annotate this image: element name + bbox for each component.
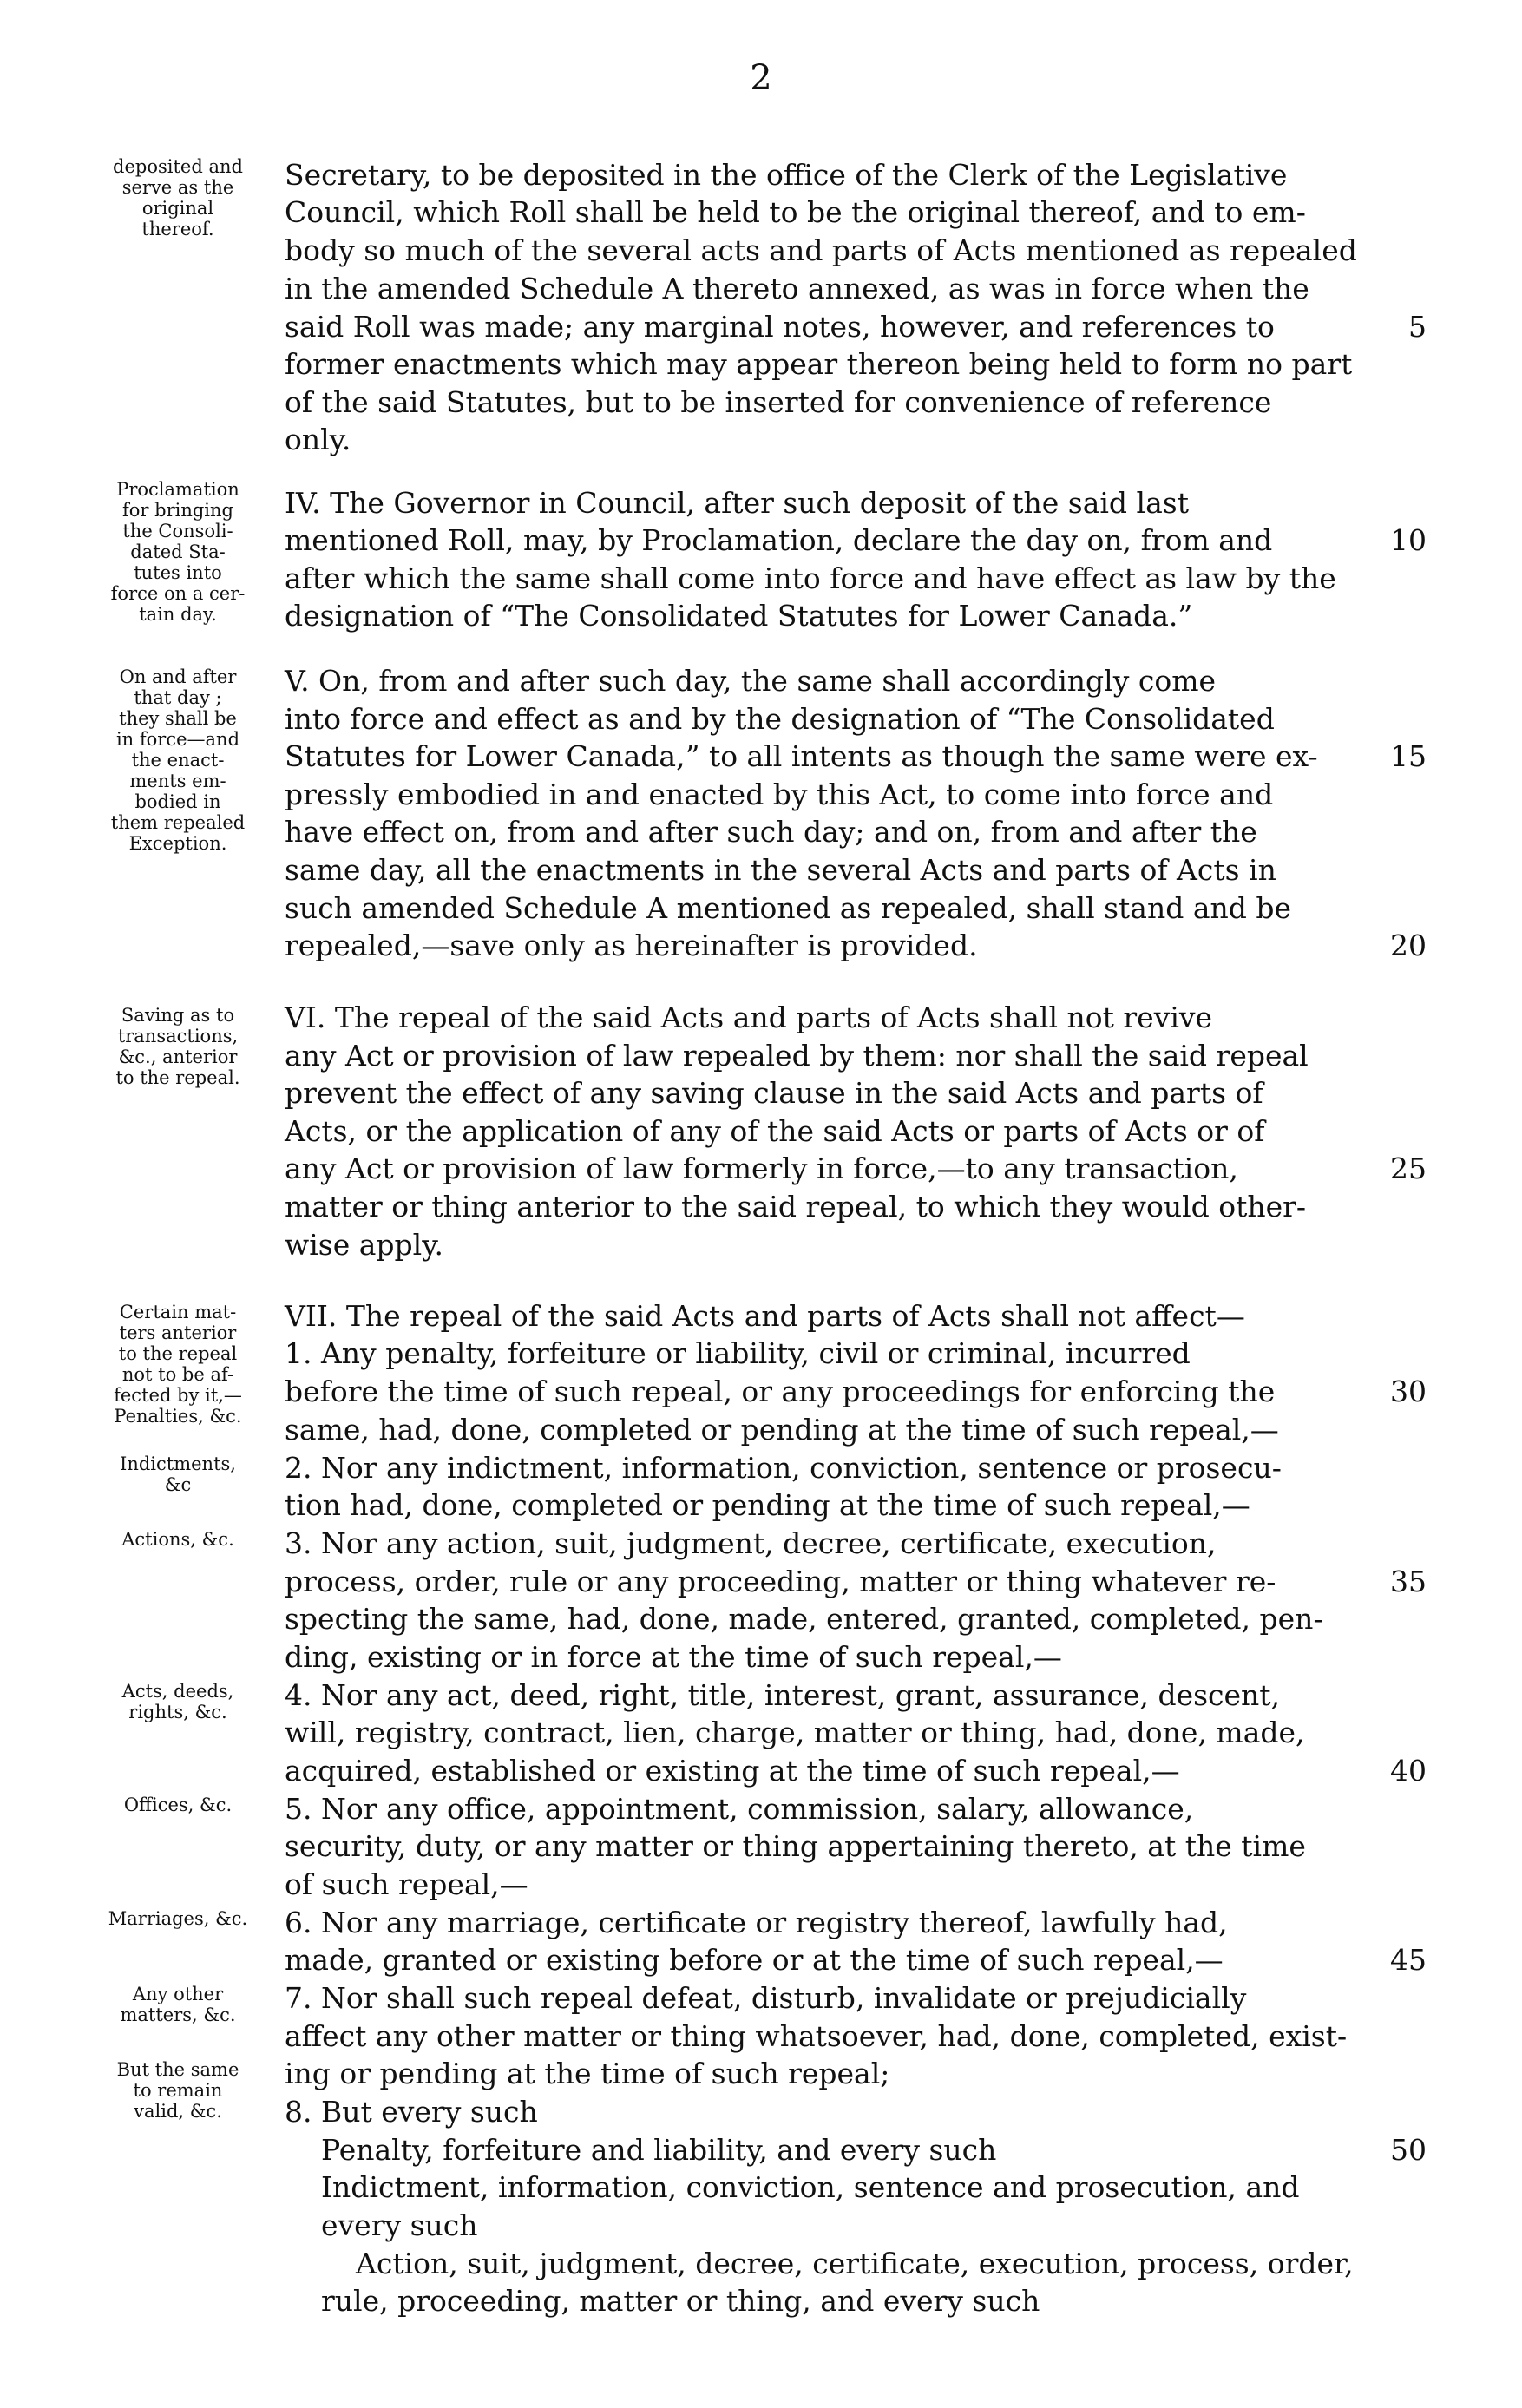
body-line: 7. Nor shall such repeal defeat, disturb, invalidate or prejudicially: [285, 1981, 1247, 2015]
margin-note-line: Indictments,: [120, 1453, 236, 1474]
line-number: 30: [1390, 1375, 1427, 1408]
margin-note: [78, 666, 278, 854]
body-line: of such repeal,—: [285, 1867, 528, 1901]
margin-note-line: that day ;: [134, 687, 222, 708]
margin-note-line: they shall be: [119, 708, 237, 729]
body-line: Action, suit, judgment, decree, certificate, execution, process, order,: [356, 2247, 1354, 2280]
body-line: same, had, done, completed or pending at the time of such repeal,—: [285, 1413, 1279, 1447]
margin-note-line: transactions,: [117, 1026, 239, 1047]
body-line: same day, all the enactments in the several Acts and parts of Acts in: [285, 853, 1276, 887]
margin-note: [78, 479, 278, 625]
margin-note-line: to the repeal: [118, 1343, 238, 1364]
margin-note-line: Penalties, &c.: [114, 1406, 242, 1427]
margin-note-line: thereof.: [141, 219, 214, 239]
margin-note-line: deposited and: [113, 156, 243, 177]
margin-note-line: &c., anterior: [118, 1047, 238, 1067]
body-line: before the time of such repeal, or any proceedings for enforcing the: [285, 1375, 1276, 1408]
body-line: Indictment, information, conviction, sentence and prosecution, and: [321, 2170, 1300, 2204]
body-line: prevent the effect of any saving clause in the said Acts and parts of: [285, 1076, 1263, 1110]
body-line: 5. Nor any office, appointment, commission, salary, allowance,: [285, 1792, 1194, 1826]
line-number: 20: [1390, 928, 1427, 962]
margin-note-line: to the repeal.: [115, 1067, 240, 1088]
margin-note-line: the enact-: [131, 750, 225, 771]
body-line: every such: [321, 2208, 478, 2242]
body-line: into force and effect as and by the designation of “The Consolidated: [285, 702, 1275, 736]
body-line: former enactments which may appear thereon being held to form no part: [285, 347, 1353, 381]
margin-note: [78, 1908, 278, 1929]
body-line: have effect on, from and after such day; and on, from and after the: [285, 815, 1257, 849]
line-number: 45: [1390, 1943, 1427, 1977]
margin-note-line: But the same: [116, 2059, 239, 2080]
margin-note: [78, 156, 278, 239]
body-line: affect any other matter or thing whatsoever, had, done, completed, exist-: [285, 2019, 1348, 2053]
body-line: 3. Nor any action, suit, judgment, decree, certificate, execution,: [285, 1526, 1217, 1560]
body-line: mentioned Roll, may, by Proclamation, declare the day on, from and: [285, 523, 1273, 557]
body-line: any Act or provision of law repealed by them: nor shall the said repeal: [285, 1039, 1309, 1073]
line-number: 10: [1390, 523, 1427, 557]
body-line: Secretary, to be deposited in the office of the Clerk of the Legislative: [285, 158, 1288, 192]
body-line: tion had, done, completed or pending at the time of such repeal,—: [285, 1488, 1250, 1522]
line-number: 25: [1390, 1152, 1427, 1185]
margin-note: [78, 1302, 278, 1427]
body-line: repealed,—save only as hereinafter is provided.: [285, 928, 978, 962]
margin-note-line: Certain mat-: [119, 1302, 237, 1322]
margin-note-line: original: [141, 198, 214, 219]
body-line: designation of “The Consolidated Statutes for Lower Canada.”: [285, 599, 1193, 633]
margin-note: [78, 1681, 278, 1722]
margin-note-line: tutes into: [134, 562, 222, 583]
body-line: of the said Statutes, but to be inserted for convenience of reference: [285, 385, 1272, 419]
body-line: 4. Nor any act, deed, right, title, interest, grant, assurance, descent,: [285, 1678, 1281, 1712]
margin-note-line: bodied in: [134, 791, 221, 812]
body-line: wise apply.: [285, 1228, 443, 1262]
line-number: 50: [1390, 2133, 1427, 2167]
body-line: any Act or provision of law formerly in force,—to any transaction,: [285, 1152, 1238, 1185]
margin-note-line: not to be af-: [121, 1364, 234, 1385]
body-line: 2. Nor any indictment, information, conviction, sentence or prosecu-: [285, 1451, 1282, 1485]
body-line: Penalty, forfeiture and liability, and every such: [321, 2133, 997, 2167]
margin-note-line: the Consoli-: [122, 521, 233, 541]
margin-note: [78, 1984, 278, 2025]
page-number: 2: [750, 58, 772, 98]
body-line: V. On, from and after such day, the same shall accordingly come: [285, 664, 1217, 698]
margin-note-line: Marriages, &c.: [108, 1908, 248, 1929]
margin-note: [78, 1529, 278, 1550]
body-line: VII. The repeal of the said Acts and parts of Acts shall not affect—: [285, 1299, 1245, 1333]
body-line: ing or pending at the time of such repeal;: [285, 2057, 890, 2090]
body-line: security, duty, or any matter or thing appertaining thereto, at the time: [285, 1829, 1306, 1863]
line-number: 35: [1390, 1565, 1427, 1598]
margin-note-line: &c: [164, 1474, 192, 1495]
margin-note-line: On and after: [119, 666, 237, 687]
margin-note-line: fected by it,—: [114, 1385, 242, 1406]
margin-note-line: Proclamation: [116, 479, 239, 500]
margin-note-line: ters anterior: [119, 1322, 237, 1343]
body-line: Statutes for Lower Canada,” to all intents as though the same were ex-: [285, 739, 1318, 773]
body-line: pressly embodied in and enacted by this Act, to come into force and: [285, 778, 1274, 811]
body-line: made, granted or existing before or at the time of such repeal,—: [285, 1943, 1224, 1977]
margin-note-line: Offices, &c.: [123, 1795, 233, 1815]
margin-note-line: valid, &c.: [134, 2101, 222, 2122]
margin-note-line: force on a cer-: [110, 583, 246, 604]
body-line: body so much of the several acts and parts of Acts mentioned as repealed: [285, 233, 1357, 267]
body-line: will, registry, contract, lien, charge, matter or thing, had, done, made,: [285, 1716, 1305, 1749]
body-line: Acts, or the application of any of the said Acts or parts of Acts or of: [285, 1114, 1265, 1148]
margin-note-line: for bringing: [122, 500, 233, 521]
margin-note-line: ments em-: [129, 771, 226, 791]
body-line: 8. But every such: [285, 2095, 538, 2129]
margin-note-line: Saving as to: [121, 1005, 235, 1026]
margin-note: [78, 1005, 278, 1088]
margin-note-line: Acts, deeds,: [121, 1681, 234, 1702]
margin-note-line: in force—and: [115, 729, 240, 750]
body-line: IV. The Governor in Council, after such deposit of the said last: [285, 486, 1189, 520]
margin-note-line: Any other: [132, 1984, 224, 2004]
body-line: only.: [285, 423, 351, 456]
body-line: 6. Nor any marriage, certificate or registry thereof, lawfully had,: [285, 1906, 1228, 1939]
body-line: such amended Schedule A mentioned as repealed, shall stand and be: [285, 891, 1292, 925]
body-line: 1. Any penalty, forfeiture or liability, civil or criminal, incurred: [285, 1336, 1191, 1370]
body-line: ding, existing or in force at the time of such repeal,—: [285, 1640, 1062, 1674]
margin-note: [78, 1453, 278, 1495]
body-line: after which the same shall come into force and have effect as law by the: [285, 561, 1336, 595]
body-line: specting the same, had, done, made, entered, granted, completed, pen-: [285, 1602, 1323, 1636]
margin-note-line: serve as the: [121, 177, 234, 198]
body-line: matter or thing anterior to the said repeal, to which they would other-: [285, 1190, 1307, 1224]
margin-note-line: them repealed: [110, 812, 246, 833]
margin-note: [78, 2059, 278, 2122]
margin-note-line: to remain: [133, 2080, 223, 2101]
body-line: rule, proceeding, matter or thing, and every such: [321, 2284, 1040, 2318]
line-number: 15: [1390, 739, 1427, 773]
margin-note-line: rights, &c.: [128, 1702, 227, 1722]
line-number: 5: [1408, 310, 1427, 344]
body-line: Council, which Roll shall be held to be the original thereof, and to em-: [285, 195, 1306, 229]
body-line: process, order, rule or any proceeding, matter or thing whatever re-: [285, 1565, 1276, 1598]
line-number: 40: [1390, 1754, 1427, 1788]
margin-note: [78, 1795, 278, 1815]
margin-note-line: tain day.: [139, 604, 217, 625]
body-line: said Roll was made; any marginal notes, however, and references to: [285, 310, 1275, 344]
margin-note-line: dated Sta-: [130, 541, 226, 562]
margin-note-line: Exception.: [128, 833, 227, 854]
margin-note-line: matters, &c.: [120, 2004, 236, 2025]
margin-note-line: Actions, &c.: [121, 1529, 234, 1550]
body-line: VI. The repeal of the said Acts and parts of Acts shall not revive: [285, 1001, 1213, 1034]
body-line: in the amended Schedule A thereto annexed, as was in force when the: [285, 272, 1309, 305]
body-line: acquired, established or existing at the time of such repeal,—: [285, 1754, 1180, 1788]
